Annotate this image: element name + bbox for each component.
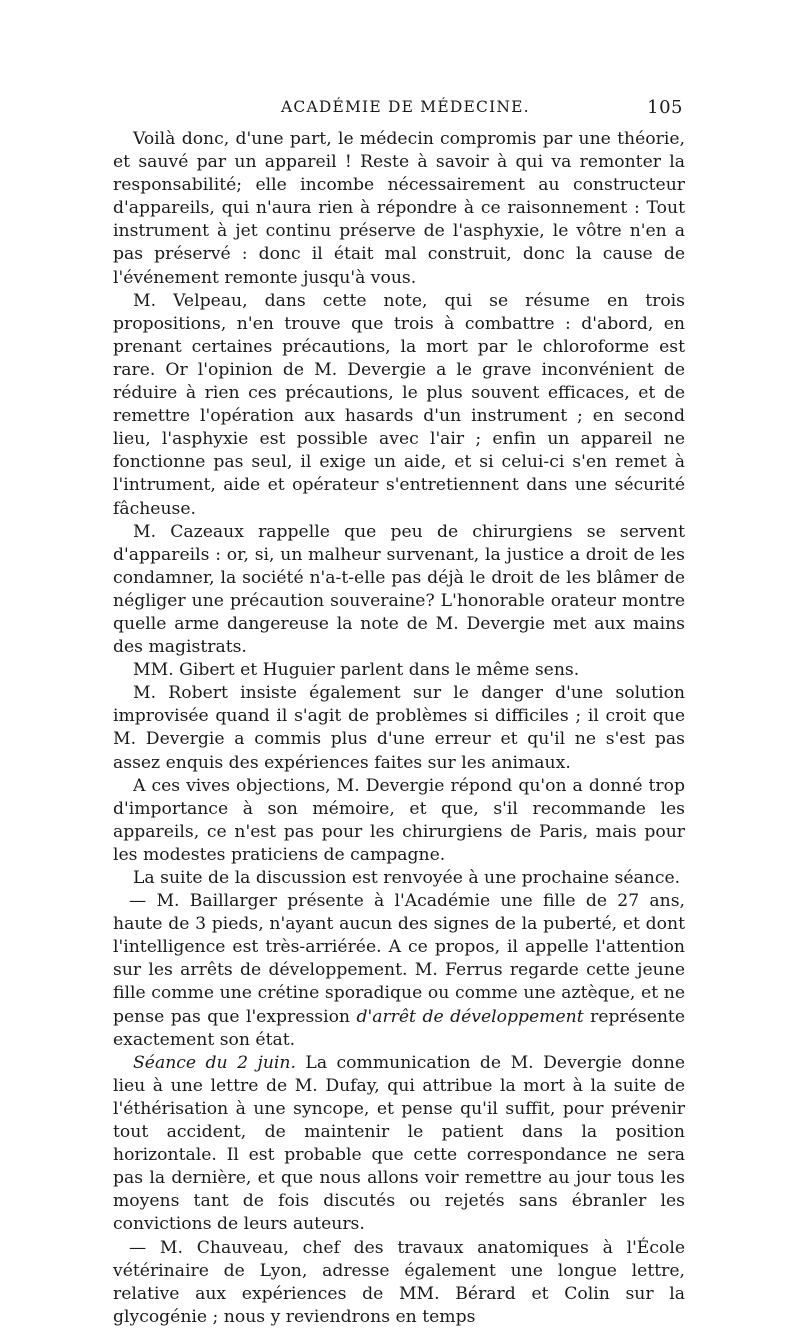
paragraph: MM. Gibert et Huguier parlent dans le même sens.	[133, 660, 580, 681]
body-text	[113, 128, 685, 1329]
session-date: Séance du 2 juin.	[133, 1052, 296, 1073]
paragraph-text: représente exactement son état.	[113, 1006, 686, 1050]
running-title: ACADÉMIE DE MÉDECINE.	[281, 98, 530, 116]
paragraph: M. Cazeaux rappelle que peu de chirurgiens se servent d'appareils : or, si, un malheur survenant, la justice a droit de les condamner, la société n'a-t-elle pas déjà le droit de les blâmer de négliger une précaution souveraine? L'honorable orateur montre quelle arme dangereuse la note de M. Devergie met aux mains des magistrats.	[113, 521, 685, 658]
paragraph: M. Velpeau, dans cette note, qui se résume en trois propositions, n'en trouve que trois à combattre : d'abord, en prenant certaines précautions, la mort par le chloroforme est rare. Or l'opinion de M. Devergie a le grave inconvénient de réduire à rien ces précautions, le plus souvent efficaces, et de remettre l'opération aux hasards d'un instrument ; en second lieu, l'asphyxie est possible avec l'air ; enfin un appareil ne fonctionne pas seul, il exige un aide, et si celui-ci s'en remet à l'intrument, aide et opérateur s'entretiennent dans une sécurité fâcheuse.	[113, 290, 685, 519]
paragraph	[113, 890, 685, 1052]
paragraph-text: La communication de M. Devergie donne lieu à une lettre de M. Dufay, qui attribue la mort à la suite de l'éthérisation à une syncope, et pense qu'il suffit, pour prévenir tout accident, de maintenir le patient dans la position horizontale. Il est probable que cette correspondance ne sera pas la dernière, et que nous allons voir remettre au jour tous les moyens tant de fois discutés ou rejetés sans ébranler les convictions de leurs auteurs.	[113, 1052, 685, 1235]
running-head	[113, 98, 685, 122]
page-number: 105	[647, 97, 683, 118]
paragraph: M. Robert insiste également sur le danger d'une solution improvisée quand il s'agit de problèmes si difficiles ; il croit que M. Devergie a commis plus d'une erreur et qu'il ne s'est pas assez enquis des expériences faites sur les animaux.	[113, 683, 685, 773]
paragraph: Voilà donc, d'une part, le médecin compromis par une théorie, et sauvé par un appareil ! Reste à savoir à qui va remonter la responsabilité; elle incombe nécessairement au constructeur d'appareils, qui n'aura rien à répondre à ce raisonnement : Tout instrument à jet continu préserve de l'asphyxie, le vôtre n'en a pas préservé : donc il était mal construit, donc la cause de l'événement remonte jusqu'à vous.	[113, 129, 685, 288]
paragraph: — M. Chauveau, chef des travaux anatomiques à l'École vétérinaire de Lyon, adresse également une longue lettre, relative aux expériences de MM. Bérard et Colin sur la glycogénie ; nous y reviendrons en temps	[113, 1237, 685, 1327]
italic-phrase: d'arrêt de développement	[356, 1006, 584, 1027]
book-page	[113, 98, 685, 1329]
paragraph: La suite de la discussion est renvoyée à une prochaine séance.	[133, 868, 681, 888]
paragraph-text: — M. Baillarger présente à l'Académie une fille de 27 ans, haute de 3 pieds, n'ayant aucun des signes de la puberté, et dont l'intelligence est très-arriérée. A ce propos, il appelle l'attention sur les arrêts de développement. M. Ferrus regarde cette jeune fille comme une crétine sporadique ou comme une aztèque, et ne pense pas que l'expression	[113, 891, 685, 1027]
paragraph	[113, 1052, 685, 1237]
paragraph: A ces vives objections, M. Devergie répond qu'on a donné trop d'importance à son mémoire, et que, s'il recommande les appareils, ce n'est pas pour les chirurgiens de Paris, mais pour les modestes praticiens de campagne.	[113, 775, 685, 865]
